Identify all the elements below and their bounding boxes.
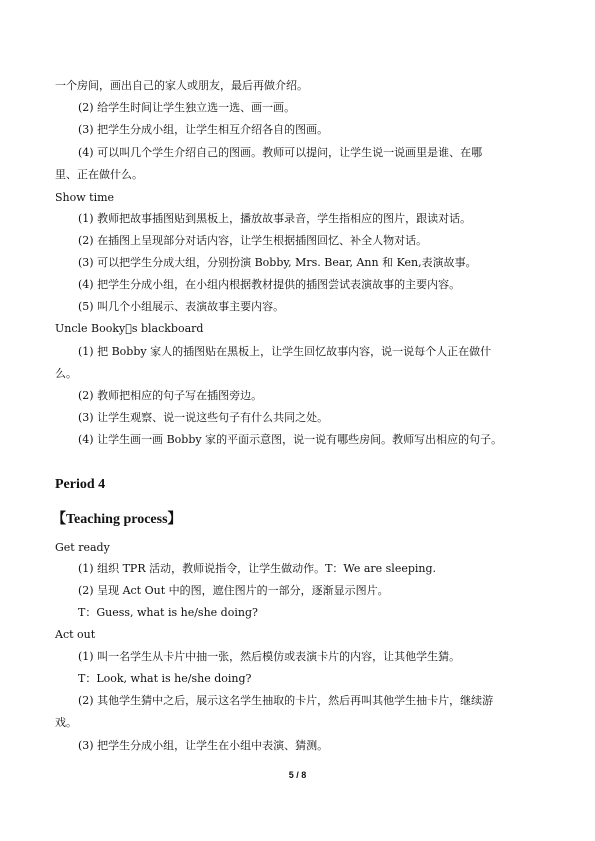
list-item: (2) 在插图上呈现部分对话内容，让学生根据插图回忆、补全人物对话。: [78, 234, 428, 247]
list-item: (3) 把学生分成小组，让学生在小组中表演、猜测。: [78, 739, 329, 752]
text-line: 里、正在做什么。: [55, 168, 143, 181]
list-item: (1) 教师把故事插图贴到黑板上，播放故事录音，学生指相应的图片，跟读对话。: [78, 212, 472, 225]
teaching-process-heading: 【Teaching process】: [52, 512, 182, 527]
section-label-get-ready: Get ready: [55, 541, 110, 554]
section-label-blackboard: Uncle Booky s blackboard: [55, 322, 204, 335]
text-line: 戏。: [55, 716, 77, 729]
period-heading: Period 4: [55, 477, 106, 492]
dialogue-line: T：Guess, what is he/she doing?: [78, 606, 258, 619]
list-item: (5) 叫几个小组展示、表演故事主要内容。: [78, 300, 285, 313]
page-number: 5 / 8: [288, 770, 307, 780]
section-label-show-time: Show time: [55, 191, 115, 204]
list-item: (2) 给学生时间让学生独立选一选、画一画。: [78, 101, 296, 114]
list-item: (2) 其他学生猜中之后，展示这名学生抽取的卡片，然后再叫其他学生抽卡片，继续游: [78, 694, 494, 707]
list-item: (4) 把学生分成小组，在小组内根据教材提供的插图尝试表演故事的主要内容。: [78, 278, 461, 291]
list-item: (4) 让学生画一画 Bobby 家的平面示意图，说一说有哪些房间。教师写出相应的句子。: [78, 433, 503, 446]
list-item: (3) 可以把学生分成大组，分别扮演 Bobby, Mrs. Bear, Ann 和 Ken,表演故事。: [78, 256, 477, 269]
list-item: (2) 呈现 Act Out 中的图，遮住图片的一部分，逐渐显示图片。: [78, 584, 389, 597]
list-item: (3) 让学生观察、说一说这些句子有什么共同之处。: [78, 411, 329, 424]
text-line: 一个房间，画出自己的家人或朋友，最后再做介绍。: [55, 79, 308, 92]
list-item: (1) 叫一名学生从卡片中抽一张，然后模仿或表演卡片的内容，让其他学生猜。: [78, 650, 461, 663]
section-label-act-out: Act out: [55, 628, 96, 641]
list-item: (1) 组织 TPR 活动，教师说指令，让学生做动作。T：We are sleeping.: [78, 562, 437, 575]
dialogue-line: T：Look, what is he/she doing?: [78, 672, 252, 685]
list-item: (1) 把 Bobby 家人的插图贴在黑板上，让学生回忆故事内容，说一说每个人正在做什: [78, 345, 492, 358]
list-item: (4) 可以叫几个学生介绍自己的图画。教师可以提问，让学生说一说画里是谁、在哪: [78, 146, 483, 159]
text-line: 么。: [55, 367, 77, 380]
list-item: (3) 把学生分成小组，让学生相互介绍各自的图画。: [78, 123, 329, 136]
list-item: (2) 教师把相应的句子写在插图旁边。: [78, 389, 263, 402]
